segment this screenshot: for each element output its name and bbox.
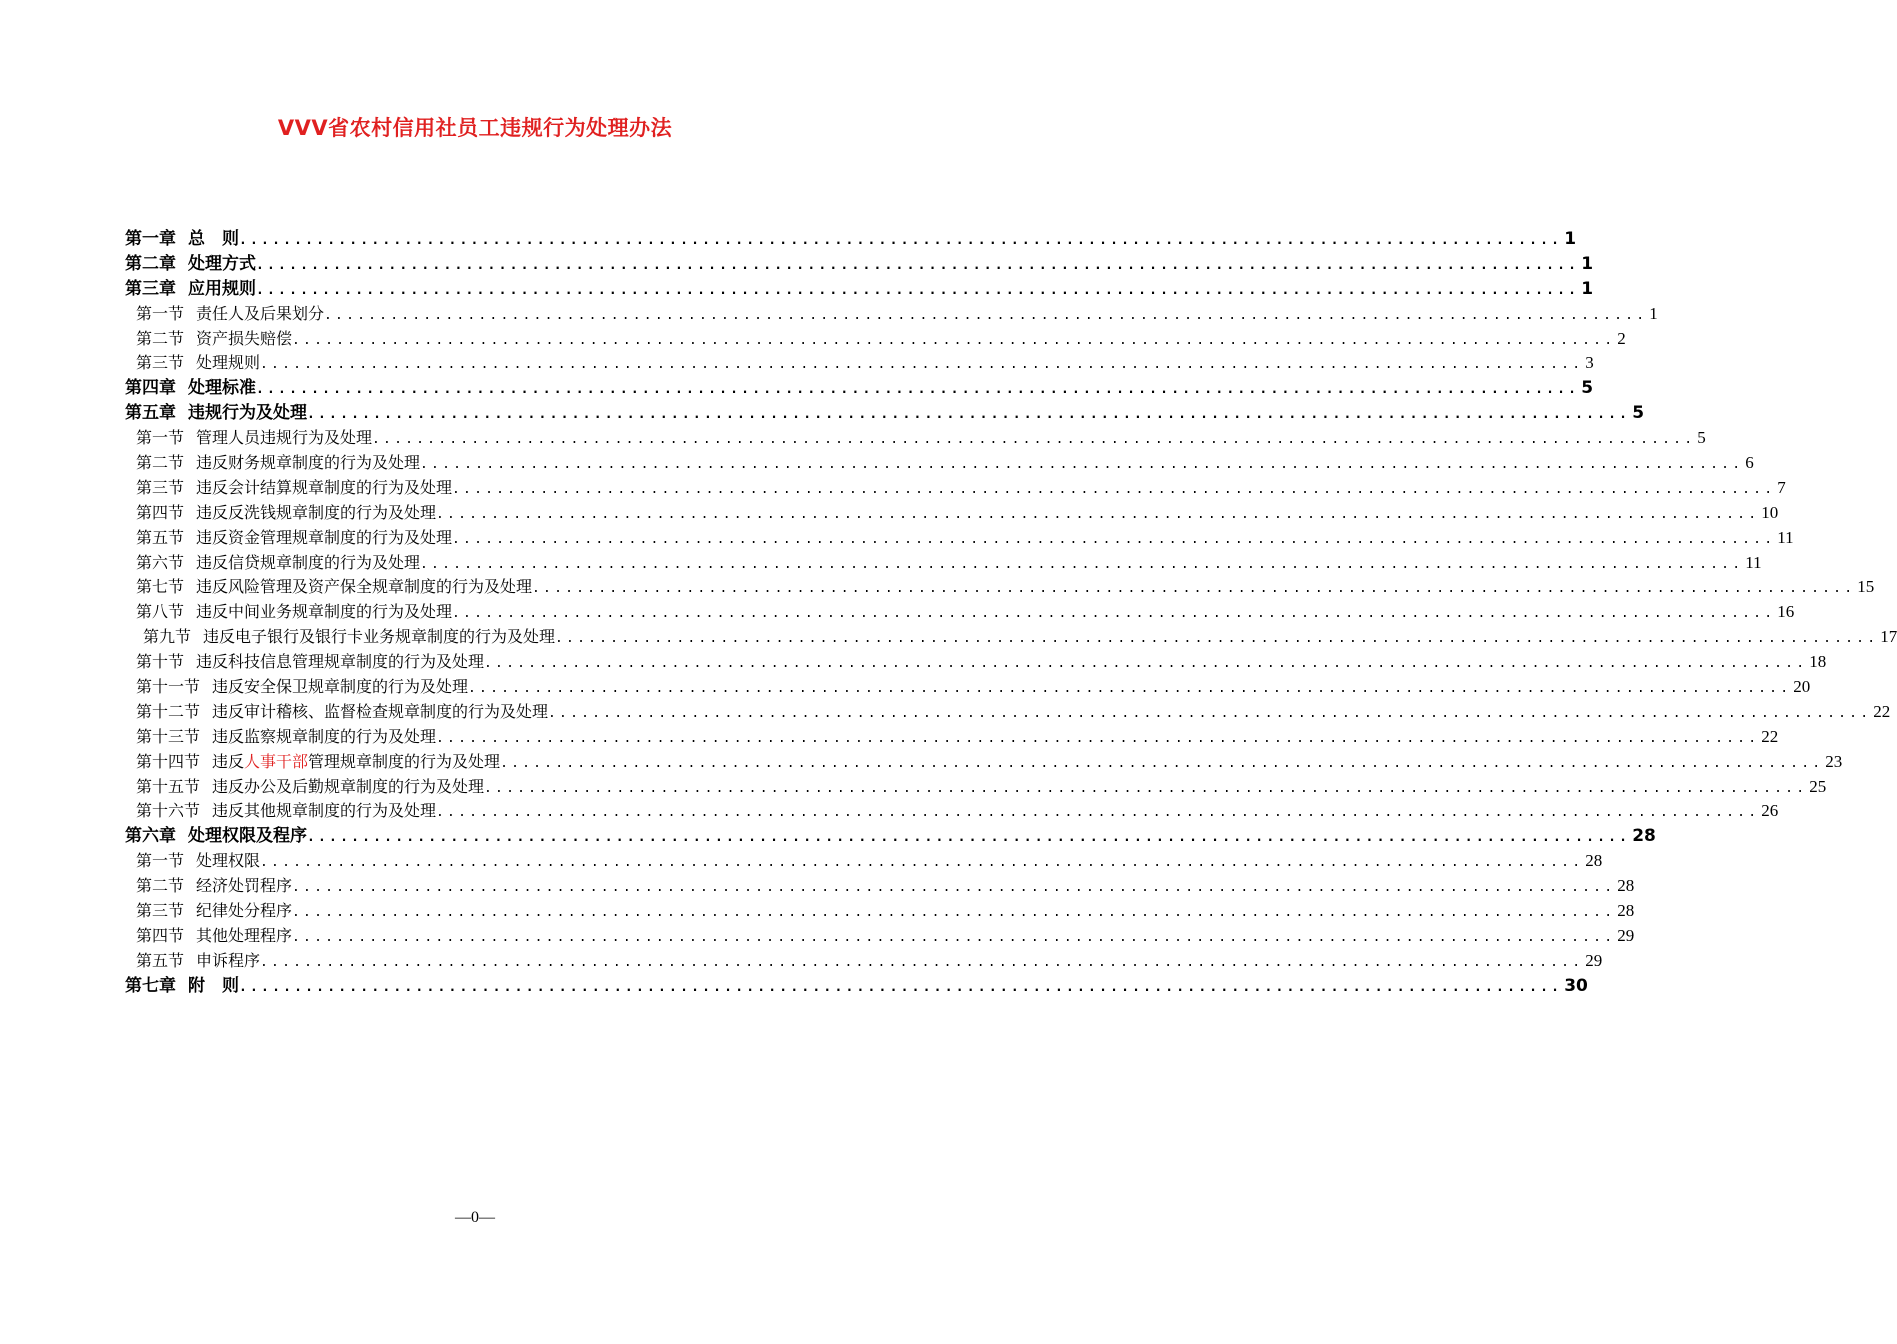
toc-page-number: 28 bbox=[1617, 901, 1635, 921]
toc-page-number: 1 bbox=[1564, 229, 1577, 249]
toc-section-entry[interactable] bbox=[125, 949, 1603, 974]
toc-entry-number: 第七节 bbox=[136, 577, 185, 597]
toc-entry-name: 违反 bbox=[212, 751, 245, 771]
toc-page-number: 7 bbox=[1777, 477, 1786, 497]
toc-section-entry[interactable] bbox=[125, 924, 1635, 949]
toc-page-number: 10 bbox=[1761, 502, 1779, 522]
toc-dot-leader: ........................................................................................................................ bbox=[239, 979, 1563, 995]
toc-dot-leader: ........................................................................................................................ bbox=[256, 257, 1580, 273]
toc-dot-leader: ........................................................................................................................ bbox=[292, 905, 1616, 921]
toc-entry-label bbox=[125, 974, 239, 999]
toc-entry-label bbox=[136, 451, 420, 476]
toc-page-number: 5 bbox=[1632, 403, 1645, 424]
toc-entry-label bbox=[136, 874, 292, 899]
toc-chapter-entry[interactable] bbox=[125, 824, 1656, 849]
toc-entry-number: 第十五节 bbox=[136, 776, 201, 796]
toc-page-number: 28 bbox=[1632, 826, 1656, 847]
toc-page-number: 28 bbox=[1585, 851, 1603, 871]
toc-entry-number: 第四章 bbox=[125, 378, 176, 399]
toc-dot-leader: ........................................................................................................................ bbox=[548, 705, 1872, 721]
toc-chapter-entry[interactable] bbox=[125, 401, 1645, 426]
toc-page-number: 25 bbox=[1809, 776, 1827, 796]
toc-entry-number: 第十三节 bbox=[136, 726, 201, 746]
toc-page-number: 16 bbox=[1777, 602, 1795, 622]
toc-entry-number: 第六节 bbox=[136, 552, 185, 572]
toc-entry-label bbox=[136, 476, 452, 501]
toc-dot-leader: ........................................................................................................................ bbox=[484, 780, 1808, 796]
toc-dot-leader: ........................................................................................................................ bbox=[452, 481, 1776, 497]
toc-entry-number: 第二节 bbox=[136, 453, 185, 473]
toc-page-number: 20 bbox=[1793, 677, 1811, 697]
toc-entry-label bbox=[136, 650, 484, 675]
toc-section-entry[interactable] bbox=[125, 700, 1891, 725]
toc-dot-leader: ........................................................................................................................ bbox=[420, 457, 1744, 473]
toc-entry-number: 第五节 bbox=[136, 527, 185, 547]
toc-entry-name: 违反科技信息管理规章制度的行为及处理 bbox=[196, 652, 485, 672]
toc-section-entry[interactable] bbox=[125, 351, 1594, 376]
toc-section-entry[interactable] bbox=[125, 849, 1603, 874]
toc-page-number: 11 bbox=[1745, 552, 1762, 572]
toc-entry-label bbox=[136, 551, 420, 576]
toc-section-entry[interactable] bbox=[125, 551, 1762, 576]
toc-dot-leader: ........................................................................................................................ bbox=[292, 332, 1616, 348]
toc-page-number: 3 bbox=[1585, 353, 1594, 373]
toc-entry-label bbox=[136, 327, 292, 352]
toc-entry-label bbox=[136, 750, 500, 775]
toc-dot-leader: ........................................................................................................................ bbox=[468, 681, 1792, 697]
toc-page-number: 5 bbox=[1697, 428, 1706, 448]
toc-dot-leader: ........................................................................................................................ bbox=[324, 307, 1648, 323]
toc-entry-name: 经济处罚程序 bbox=[196, 876, 293, 896]
toc-entry-name: 违反财务规章制度的行为及处理 bbox=[196, 453, 421, 473]
toc-entry-name: 总 则 bbox=[188, 229, 239, 249]
toc-dot-leader: ........................................................................................................................ bbox=[420, 556, 1744, 572]
toc-page-number: 15 bbox=[1857, 577, 1875, 597]
toc-entry-number: 第三节 bbox=[136, 353, 185, 373]
toc-entry-name: 违反反洗钱规章制度的行为及处理 bbox=[196, 502, 437, 522]
toc-section-entry[interactable] bbox=[125, 625, 1897, 650]
toc-page-number: 23 bbox=[1825, 751, 1843, 771]
toc-entry-number: 第三章 bbox=[125, 278, 176, 299]
toc-entry-label bbox=[136, 924, 292, 949]
toc-entry-name: 管理人员违规行为及处理 bbox=[196, 428, 373, 448]
toc-section-entry[interactable] bbox=[125, 874, 1635, 899]
toc-chapter-entry[interactable] bbox=[125, 227, 1577, 252]
toc-section-entry[interactable] bbox=[125, 501, 1779, 526]
toc-entry-label bbox=[136, 700, 548, 725]
document-title: VVV省农村信用社员工违规行为处理办法 bbox=[277, 116, 673, 140]
toc-entry-name: 违反中间业务规章制度的行为及处理 bbox=[196, 602, 453, 622]
toc-entry-number: 第四节 bbox=[136, 925, 185, 945]
toc-entry-name: 附 则 bbox=[188, 975, 239, 996]
toc-entry-name: 违反风险管理及资产保全规章制度的行为及处理 bbox=[196, 577, 533, 597]
toc-entry-name: 处理标准 bbox=[188, 378, 256, 399]
toc-entry-number: 第八节 bbox=[136, 602, 185, 622]
toc-entry-label bbox=[125, 401, 307, 426]
toc-entry-number: 第六章 bbox=[125, 826, 176, 847]
toc-entry-number: 第十一节 bbox=[136, 677, 201, 697]
toc-section-entry[interactable] bbox=[125, 725, 1779, 750]
toc-section-entry[interactable] bbox=[125, 650, 1827, 675]
toc-entry-name: 申诉程序 bbox=[196, 950, 261, 970]
toc-section-entry[interactable] bbox=[125, 600, 1795, 625]
toc-entry-number: 第一节 bbox=[136, 851, 185, 871]
toc-page-number: 22 bbox=[1873, 701, 1891, 721]
toc-entry-label bbox=[136, 849, 260, 874]
toc-dot-leader: ........................................................................................................................ bbox=[452, 531, 1776, 547]
toc-dot-leader: ........................................................................................................................ bbox=[260, 855, 1584, 871]
toc-entry-label bbox=[136, 426, 372, 451]
toc-entry-label bbox=[136, 949, 260, 974]
toc-entry-number: 第五节 bbox=[136, 950, 185, 970]
toc-section-entry[interactable] bbox=[125, 526, 1794, 551]
toc-dot-leader: ........................................................................................................................ bbox=[292, 880, 1616, 896]
toc-entry-name: 违反监察规章制度的行为及处理 bbox=[212, 726, 437, 746]
toc-entry-number: 第一节 bbox=[136, 303, 185, 323]
toc-entry-name: 违反其他规章制度的行为及处理 bbox=[212, 801, 437, 821]
toc-page-number: 5 bbox=[1581, 378, 1594, 399]
toc-section-entry[interactable] bbox=[125, 575, 1875, 600]
toc-entry-name: 违反电子银行及银行卡业务规章制度的行为及处理 bbox=[203, 627, 556, 647]
toc-section-entry[interactable] bbox=[125, 302, 1658, 327]
toc-entry-number: 第二节 bbox=[136, 876, 185, 896]
toc-dot-leader: ........................................................................................................................ bbox=[292, 929, 1616, 945]
toc-entry-name: 管理规章制度的行为及处理 bbox=[308, 751, 501, 771]
toc-entry-name: 其他处理程序 bbox=[196, 925, 293, 945]
toc-section-entry[interactable] bbox=[125, 750, 1843, 775]
toc-section-entry[interactable] bbox=[125, 327, 1626, 352]
toc-entry-label bbox=[125, 252, 256, 277]
toc-entry-name: 违反办公及后勤规章制度的行为及处理 bbox=[212, 776, 485, 796]
toc-section-entry[interactable] bbox=[125, 675, 1811, 700]
toc-page-number: 17 bbox=[1880, 627, 1897, 647]
toc-entry-name: 处理权限 bbox=[196, 851, 261, 871]
toc-dot-leader: ........................................................................................................................ bbox=[555, 631, 1879, 647]
toc-dot-leader: ........................................................................................................................ bbox=[452, 606, 1776, 622]
toc-entry-number: 第十六节 bbox=[136, 801, 201, 821]
toc-entry-label bbox=[136, 501, 436, 526]
toc-entry-label bbox=[136, 302, 324, 327]
toc-entry-number: 第四节 bbox=[136, 502, 185, 522]
toc-entry-label bbox=[136, 799, 436, 824]
toc-entry-label bbox=[143, 625, 555, 650]
toc-entry-name: 应用规则 bbox=[188, 278, 256, 299]
toc-entry-number: 第五章 bbox=[125, 403, 176, 424]
toc-chapter-entry[interactable] bbox=[125, 376, 1594, 401]
toc-entry-number: 第九节 bbox=[143, 627, 192, 647]
toc-entry-number: 第十二节 bbox=[136, 701, 201, 721]
page-number: —0— bbox=[455, 1209, 495, 1226]
toc-entry-name: 处理规则 bbox=[196, 353, 261, 373]
toc-dot-leader: ........................................................................................................................ bbox=[256, 282, 1580, 298]
toc-entry-label bbox=[136, 351, 260, 376]
toc-entry-number: 第三节 bbox=[136, 477, 185, 497]
toc-dot-leader: ........................................................................................................................ bbox=[307, 830, 1631, 846]
toc-entry-name: 违反资金管理规章制度的行为及处理 bbox=[196, 527, 453, 547]
toc-page-number: 1 bbox=[1581, 278, 1594, 299]
toc-chapter-entry[interactable] bbox=[125, 252, 1594, 277]
toc-entry-name: 违反安全保卫规章制度的行为及处理 bbox=[212, 677, 469, 697]
toc-page-number: 26 bbox=[1761, 801, 1779, 821]
toc-page-number: 1 bbox=[1649, 303, 1658, 323]
toc-page-number: 2 bbox=[1617, 328, 1626, 348]
toc-entry-label bbox=[136, 775, 484, 800]
toc-entry-name: 纪律处分程序 bbox=[196, 901, 293, 921]
toc-dot-leader: ........................................................................................................................ bbox=[532, 581, 1856, 597]
toc-entry-label bbox=[125, 376, 256, 401]
toc-entry-name: 违反信贷规章制度的行为及处理 bbox=[196, 552, 421, 572]
toc-entry-label bbox=[136, 600, 452, 625]
toc-chapter-entry[interactable] bbox=[125, 277, 1594, 302]
toc-section-entry[interactable] bbox=[125, 775, 1827, 800]
toc-entry-number: 第一章 bbox=[125, 229, 176, 249]
table-of-contents bbox=[125, 227, 1897, 999]
toc-entry-label bbox=[136, 526, 452, 551]
toc-entry-label bbox=[136, 899, 292, 924]
toc-entry-number: 第三节 bbox=[136, 901, 185, 921]
toc-entry-name: 资产损失赔偿 bbox=[196, 328, 293, 348]
toc-section-entry[interactable] bbox=[125, 899, 1635, 924]
toc-page-number: 18 bbox=[1809, 652, 1827, 672]
toc-entry-number: 第七章 bbox=[125, 975, 176, 996]
toc-dot-leader: ........................................................................................................................ bbox=[500, 755, 1824, 771]
toc-section-entry[interactable] bbox=[125, 476, 1786, 501]
toc-dot-leader: ........................................................................................................................ bbox=[260, 954, 1584, 970]
toc-page-number: 22 bbox=[1761, 726, 1779, 746]
toc-entry-name: 违规行为及处理 bbox=[188, 403, 307, 424]
toc-section-entry[interactable] bbox=[125, 426, 1706, 451]
toc-entry-name: 处理方式 bbox=[188, 253, 256, 274]
toc-entry-label bbox=[136, 725, 436, 750]
toc-dot-leader: ........................................................................................................................ bbox=[436, 730, 1760, 746]
toc-entry-name: 责任人及后果划分 bbox=[196, 303, 325, 323]
toc-entry-label bbox=[136, 675, 468, 700]
toc-entry-name: 违反审计稽核、监督检查规章制度的行为及处理 bbox=[212, 701, 549, 721]
toc-dot-leader: ........................................................................................................................ bbox=[484, 656, 1808, 672]
toc-dot-leader: ........................................................................................................................ bbox=[307, 407, 1631, 423]
toc-entry-number: 第二章 bbox=[125, 253, 176, 274]
toc-dot-leader: ........................................................................................................................ bbox=[256, 382, 1580, 398]
toc-page-number: 29 bbox=[1585, 950, 1603, 970]
toc-entry-name: 处理权限及程序 bbox=[188, 826, 307, 847]
toc-entry-label bbox=[125, 277, 256, 302]
toc-dot-leader: ........................................................................................................................ bbox=[436, 805, 1760, 821]
toc-dot-leader: ........................................................................................................................ bbox=[436, 506, 1760, 522]
toc-entry-label bbox=[125, 824, 307, 849]
toc-entry-label bbox=[136, 575, 532, 600]
toc-entry-label bbox=[125, 227, 239, 252]
toc-page-number: 30 bbox=[1564, 975, 1588, 996]
toc-dot-leader: ........................................................................................................................ bbox=[260, 357, 1584, 373]
toc-dot-leader: ........................................................................................................................ bbox=[372, 432, 1696, 448]
toc-chapter-entry[interactable] bbox=[125, 974, 1588, 999]
toc-page-number: 28 bbox=[1617, 876, 1635, 896]
toc-entry-number: 第一节 bbox=[136, 428, 185, 448]
toc-section-entry[interactable] bbox=[125, 451, 1754, 476]
toc-entry-number: 第十节 bbox=[136, 652, 185, 672]
toc-entry-number: 第二节 bbox=[136, 328, 185, 348]
toc-entry-name-highlight: 人事干部 bbox=[244, 751, 309, 771]
toc-page-number: 29 bbox=[1617, 925, 1635, 945]
toc-entry-number: 第十四节 bbox=[136, 751, 201, 771]
toc-page-number: 1 bbox=[1581, 253, 1594, 274]
toc-section-entry[interactable] bbox=[125, 799, 1779, 824]
toc-dot-leader: ........................................................................................................................ bbox=[239, 233, 1563, 248]
toc-page-number: 6 bbox=[1745, 453, 1754, 473]
toc-page-number: 11 bbox=[1777, 527, 1794, 547]
toc-entry-name: 违反会计结算规章制度的行为及处理 bbox=[196, 477, 453, 497]
